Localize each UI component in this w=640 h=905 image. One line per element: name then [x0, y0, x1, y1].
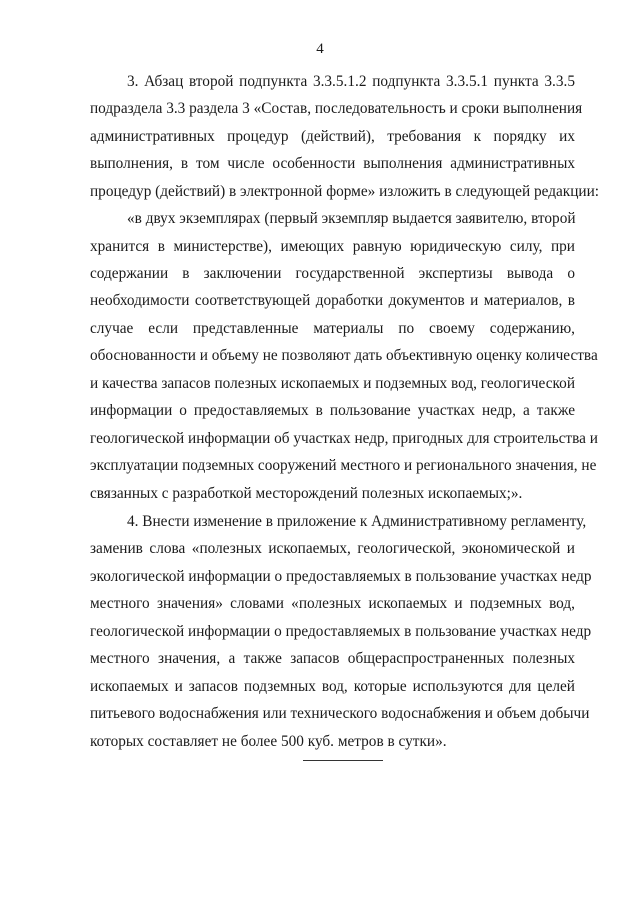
paragraph-4-line: ископаемых и запасов подземных вод, которые используются для целей	[90, 678, 575, 695]
paragraph-4-line: местного значения» словами «полезных ископаемых и подземных вод,	[90, 595, 575, 612]
quote-line: хранится в министерстве), имеющих равную юридическую силу, при	[90, 238, 575, 255]
paragraph-3-line: подраздела 3.3 раздела 3 «Состав, последовательность и сроки выполнения	[90, 100, 583, 117]
quote-line: связанных с разработкой месторождений полезных ископаемых;».	[90, 485, 523, 502]
paragraph-4-line: 4. Внести изменение в приложение к Административному регламенту,	[127, 513, 587, 530]
quote-line: геологической информации об участках недр, пригодных для строительства и	[90, 430, 598, 447]
page-number: 4	[316, 41, 324, 57]
quote-line: необходимости соответствующей доработки документов и материалов, в	[90, 292, 575, 309]
paragraph-4-line: питьевого водоснабжения или технического водоснабжения и объем добычи	[90, 705, 590, 722]
quote-line: информации о предоставляемых в пользование участках недр, а также	[90, 402, 575, 419]
paragraph-4-line: местного значения, а также запасов общераспространенных полезных	[90, 650, 575, 667]
paragraph-4-line: геологической информации о предоставляемых в пользование участках недр	[90, 623, 592, 640]
paragraph-3-line: процедур (действий) в электронной форме» изложить в следующей редакции:	[90, 183, 600, 200]
quote-line: случае если представленные материалы по своему содержанию,	[90, 320, 575, 337]
quote-line: «в двух экземплярах (первый экземпляр выдается заявителю, второй	[127, 210, 576, 227]
quote-line: обоснованности и объему не позволяют дать объективную оценку количества	[90, 347, 598, 364]
quote-line: и качества запасов полезных ископаемых и подземных вод, геологической	[90, 375, 575, 392]
quote-line: эксплуатации подземных сооружений местного и регионального значения, не	[90, 457, 597, 474]
paragraph-3-line: 3. Абзац второй подпункта 3.3.5.1.2 подпункта 3.3.5.1 пункта 3.3.5	[127, 73, 575, 90]
paragraph-4-line: которых составляет не более 500 куб. метров в сутки».	[90, 733, 447, 750]
paragraph-3-line: административных процедур (действий), требования к порядку их	[90, 128, 575, 145]
quote-line: содержании в заключении государственной экспертизы вывода о	[90, 265, 575, 282]
closing-divider	[303, 760, 383, 761]
paragraph-4-line: заменив слова «полезных ископаемых, геологической, экономической и	[90, 540, 575, 557]
paragraph-4-line: экологической информации о предоставляемых в пользование участках недр	[90, 568, 592, 585]
paragraph-3-line: выполнения, в том числе особенности выполнения административных	[90, 155, 575, 172]
